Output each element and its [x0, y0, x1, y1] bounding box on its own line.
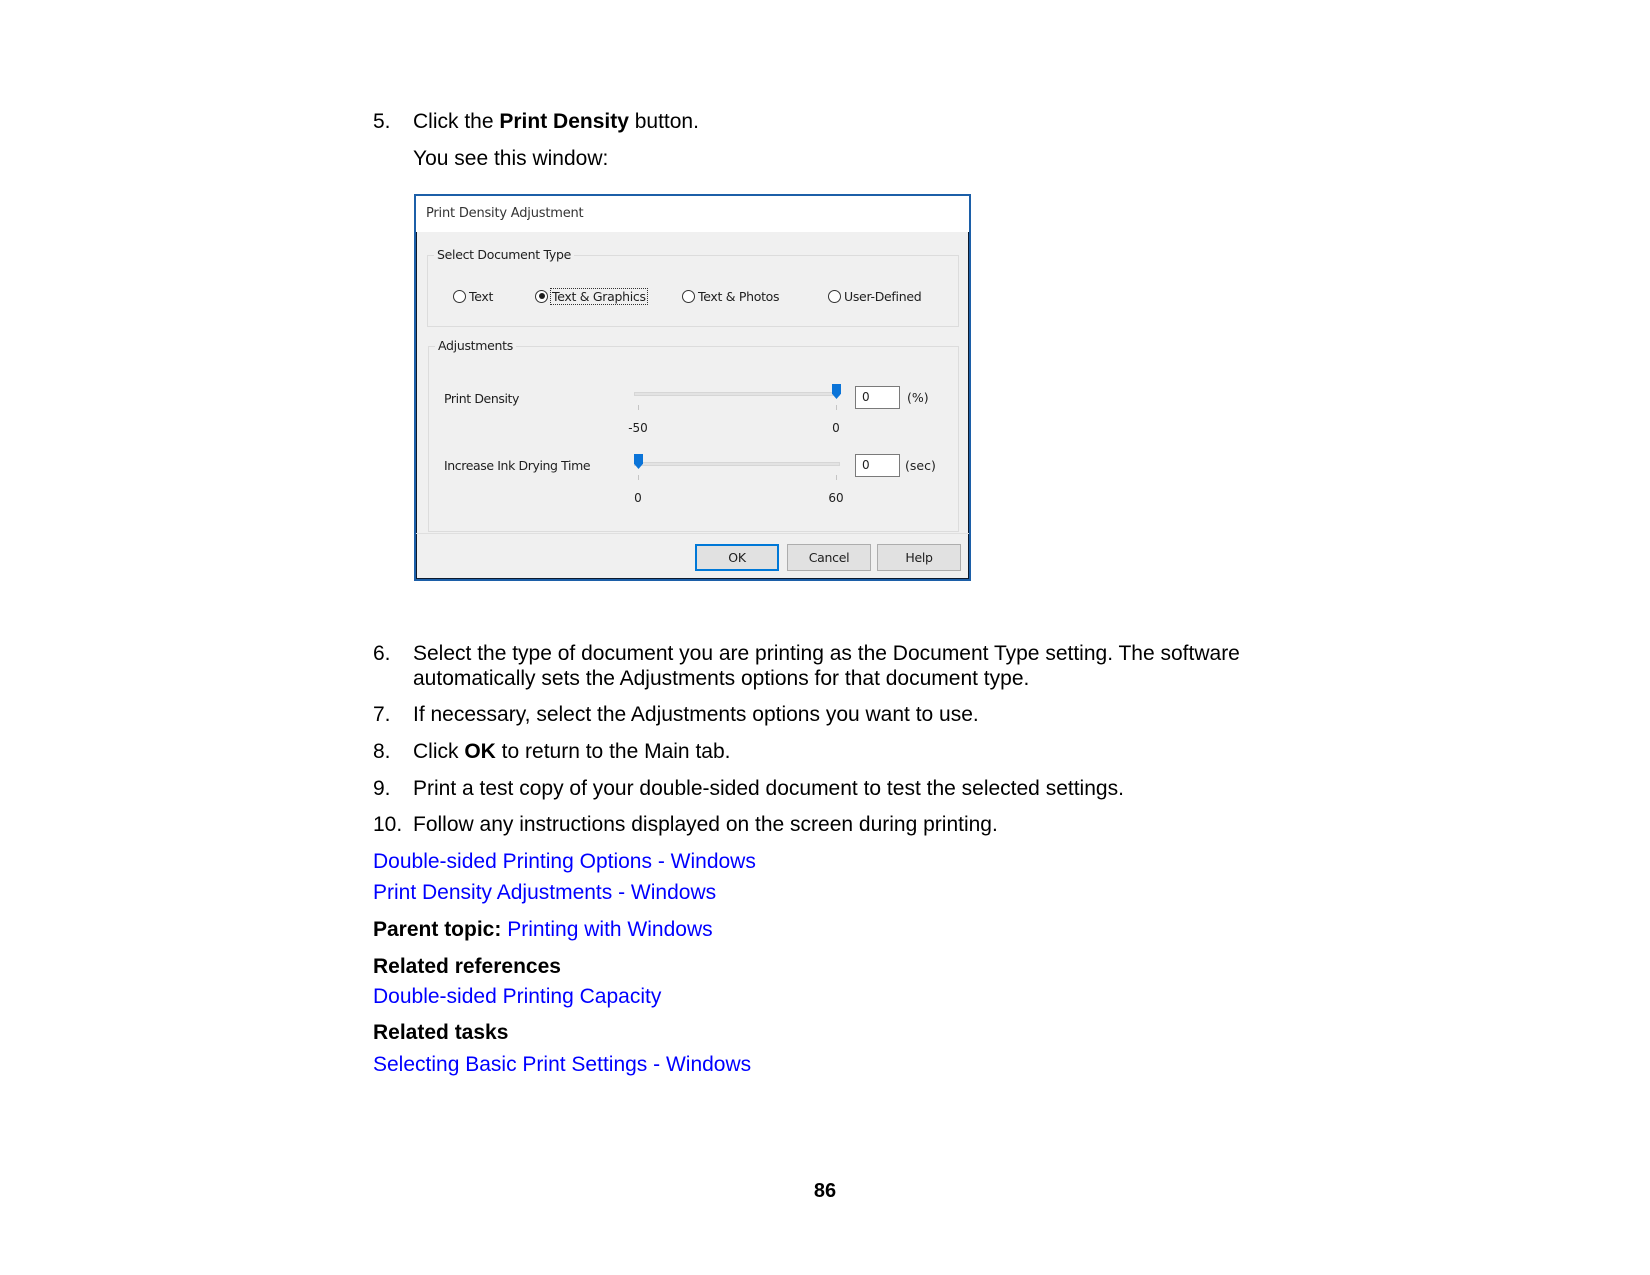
document-type-legend: Select Document Type [434, 247, 574, 262]
step-subtext: You see this window: [413, 147, 609, 170]
step-text-bold: OK [464, 740, 496, 763]
related-links [373, 849, 756, 875]
button-divider [416, 533, 969, 534]
step-number: 6. [373, 642, 391, 665]
step-text-bold: Print Density [499, 110, 629, 133]
step-text: Select the type of document you are printing as the Document Type setting. The software [413, 642, 1240, 665]
help-button[interactable]: Help [877, 544, 961, 571]
related-references-heading [373, 954, 561, 980]
step-number: 10. [373, 813, 403, 836]
link-double-sided-options[interactable]: Double-sided Printing Options - Windows [373, 850, 756, 873]
ok-button[interactable]: OK [695, 544, 779, 571]
ink-drying-label: Increase Ink Drying Time [444, 458, 591, 473]
slider-min-label: -50 [628, 421, 648, 435]
step-text: If necessary, select the Adjustments options you want to use. [413, 703, 979, 726]
heading-text: Related tasks [373, 1021, 509, 1044]
related-tasks-heading [373, 1020, 508, 1046]
related-links [373, 880, 716, 906]
page-number: 86 [813, 1180, 837, 1202]
radio-text-photos[interactable] [682, 287, 779, 305]
step-text-pre: Click the [413, 110, 500, 133]
step-number: 9. [373, 777, 391, 800]
step-text-post: to return to the Main tab. [495, 740, 731, 763]
dialog-title-bar [416, 196, 969, 232]
step-text: Print a test copy of your double-sided document to test the selected settings. [413, 777, 1124, 800]
radio-user-defined[interactable] [828, 287, 921, 305]
parent-topic-label: Parent topic: [373, 918, 502, 941]
step-number: 5. [373, 110, 391, 133]
heading-text: Related references [373, 955, 561, 978]
radio-circle-icon [453, 290, 466, 303]
radio-circle-icon [828, 290, 841, 303]
print-density-label: Print Density [444, 391, 520, 406]
radio-selected-icon [535, 290, 548, 303]
step-number: 8. [373, 740, 391, 763]
print-density-slider-track[interactable] [634, 392, 840, 396]
ink-drying-unit: (sec) [905, 458, 936, 473]
step-text-post: button. [628, 110, 699, 133]
radio-circle-icon [682, 290, 695, 303]
radio-label: Text & Photos [698, 288, 780, 304]
step-number: 7. [373, 703, 391, 726]
ink-drying-slider-track[interactable] [634, 462, 840, 466]
related-reference [373, 984, 661, 1010]
slider-max-label: 60 [828, 491, 844, 505]
step-text-pre: Click [413, 740, 465, 763]
related-task [373, 1052, 751, 1078]
slider-min-label: 0 [634, 491, 642, 505]
radio-label: Text [469, 288, 494, 304]
step-text [413, 739, 730, 765]
radio-label: User-Defined [844, 288, 922, 304]
link-print-density-adjustments[interactable]: Print Density Adjustments - Windows [373, 881, 717, 904]
tick-mark [836, 405, 837, 410]
adjustments-group [428, 338, 959, 532]
print-density-input[interactable]: 0 [855, 386, 900, 409]
link-selecting-basic-print-settings[interactable]: Selecting Basic Print Settings - Windows [373, 1053, 752, 1076]
step-text [413, 109, 699, 135]
step-text: Follow any instructions displayed on the screen during printing. [413, 813, 998, 836]
tick-mark [638, 475, 639, 480]
print-density-unit: (%) [907, 390, 929, 405]
cancel-button[interactable]: Cancel [787, 544, 871, 571]
dialog-title: Print Density Adjustment [426, 206, 584, 221]
parent-topic [373, 917, 713, 943]
slider-max-label: 0 [832, 421, 840, 435]
ink-drying-input[interactable]: 0 [855, 454, 900, 477]
tick-mark [836, 475, 837, 480]
link-printing-with-windows[interactable]: Printing with Windows [507, 918, 713, 941]
radio-text-graphics[interactable] [535, 287, 647, 305]
print-density-dialog [414, 194, 971, 581]
radio-text[interactable] [453, 287, 493, 305]
link-double-sided-capacity[interactable]: Double-sided Printing Capacity [373, 985, 662, 1008]
adjustments-legend: Adjustments [435, 338, 516, 353]
tick-mark [638, 405, 639, 410]
step-text: automatically sets the Adjustments options for that document type. [413, 667, 1030, 690]
radio-label: Text & Graphics [552, 288, 646, 304]
